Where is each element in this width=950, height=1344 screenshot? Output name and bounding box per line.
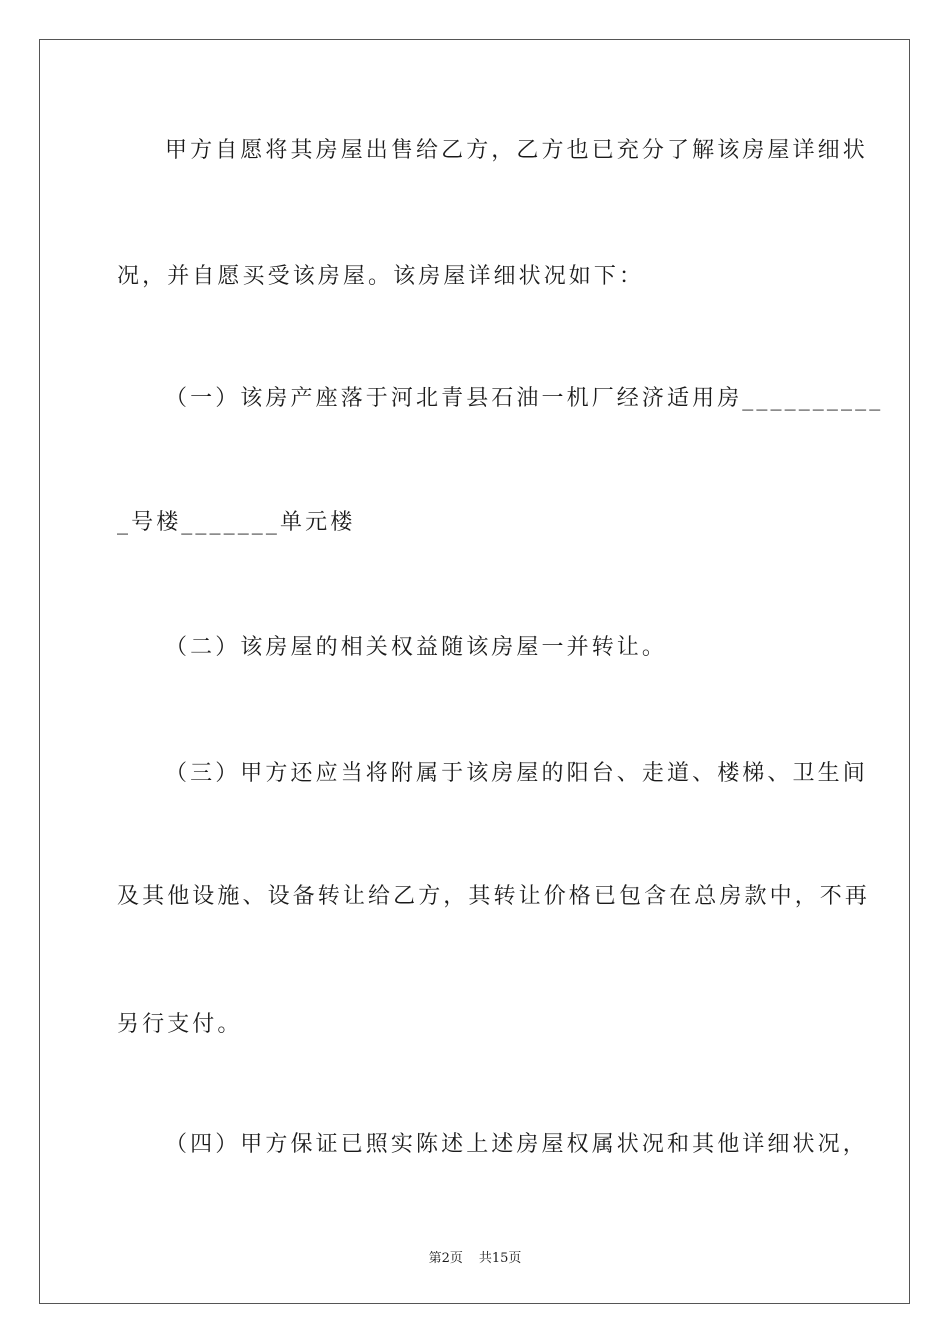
page-footer [0, 1247, 950, 1266]
page-frame [39, 39, 910, 1304]
paragraph-line-9: （四）甲方保证已照实陈述上述房屋权属状况和其他详细状况， [165, 1132, 868, 1157]
paragraph-line-1: 甲方自愿将其房屋出售给乙方，乙方也已充分了解该房屋详细状 [165, 138, 868, 163]
paragraph-line-5: （二）该房屋的相关权益随该房屋一并转让。 [165, 635, 668, 660]
paragraph-line-4: _号楼_______单元楼 [117, 510, 356, 535]
page-total: 共15页 [478, 1251, 522, 1266]
paragraph-line-6: （三）甲方还应当将附属于该房屋的阳台、走道、楼梯、卫生间 [165, 761, 868, 786]
paragraph-line-2: 况，并自愿买受该房屋。该房屋详细状况如下： [117, 264, 645, 289]
paragraph-line-3: （一）该房产座落于河北青县石油一机厂经济适用房__________ [165, 386, 884, 411]
page-number: 第2页 [428, 1251, 463, 1266]
paragraph-line-8: 另行支付。 [117, 1012, 243, 1037]
paragraph-line-7: 及其他设施、设备转让给乙方，其转让价格已包含在总房款中，不再 [117, 884, 871, 909]
